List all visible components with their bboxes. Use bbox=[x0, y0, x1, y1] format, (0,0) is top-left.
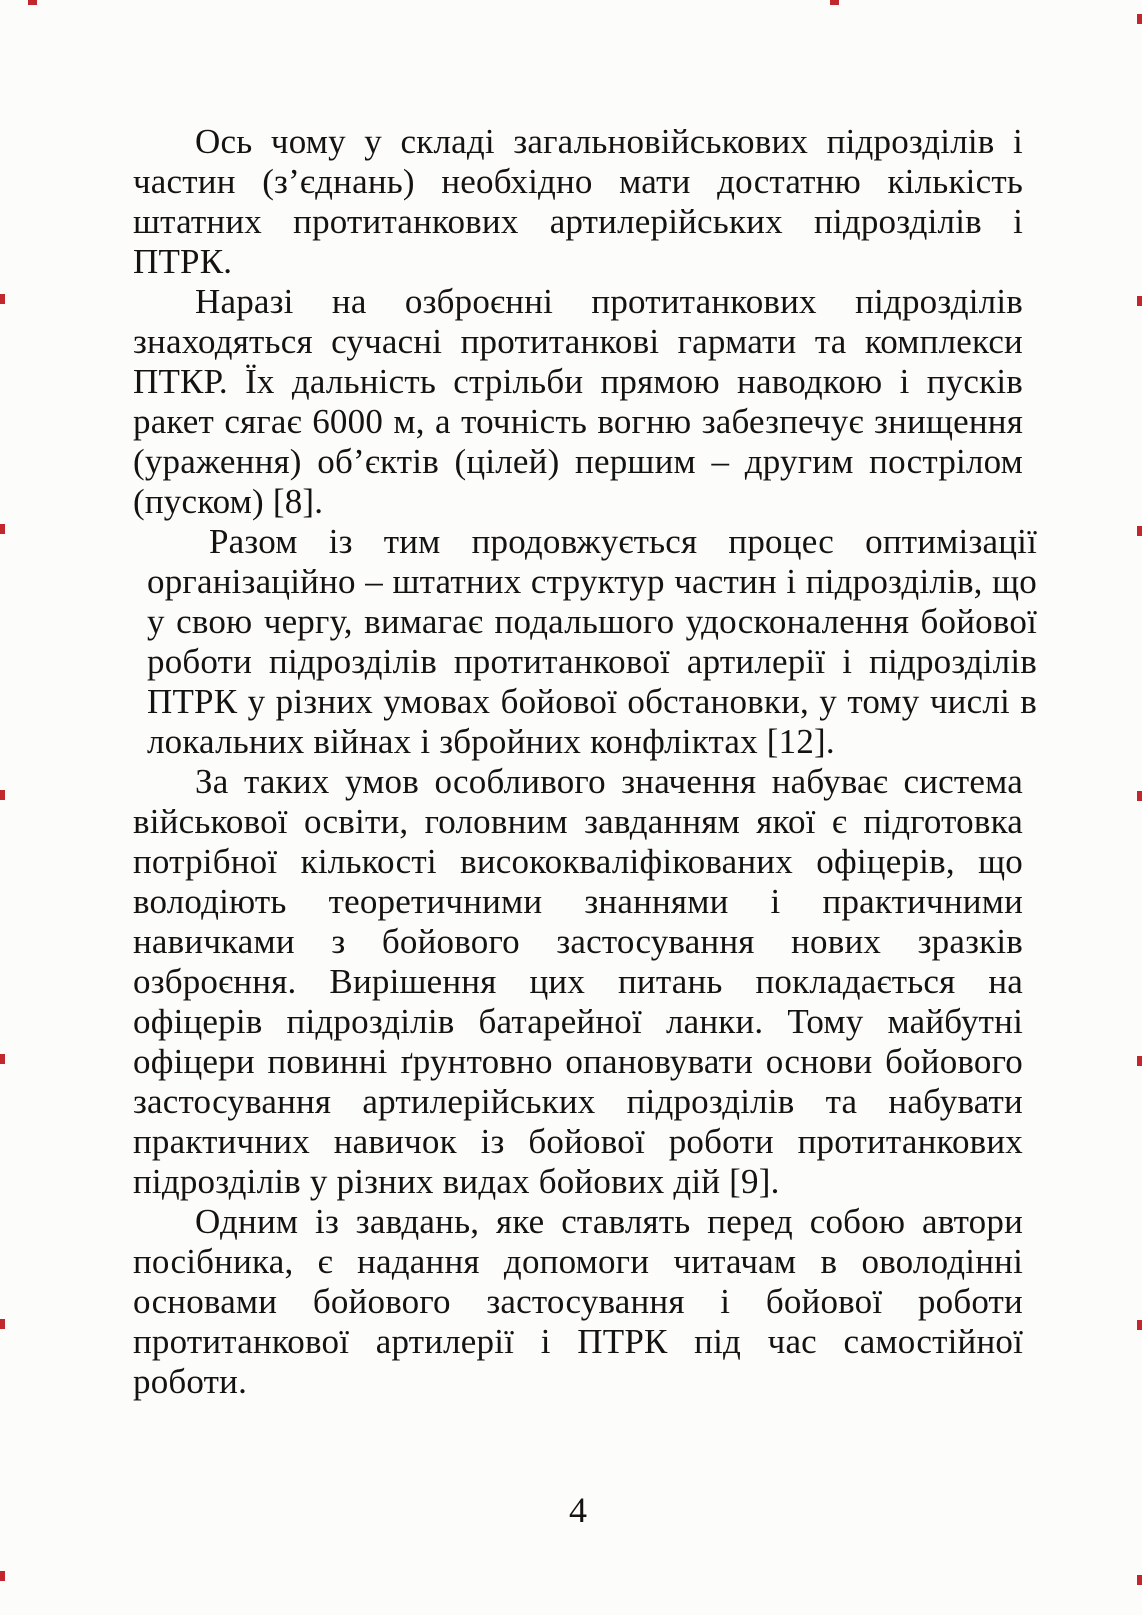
scan-mark bbox=[0, 1319, 5, 1329]
scan-mark bbox=[28, 0, 37, 5]
scan-mark bbox=[1137, 1320, 1142, 1330]
scan-mark bbox=[1137, 1575, 1142, 1585]
paragraph-5: Одним із завдань, яке ставлять перед собою автори посібника, є надання допомоги читачам в оволодінні основами бойового застосування і бойової роботи протитанкової артилерії і ПТРК під час самостійної роботи. bbox=[133, 1202, 1023, 1401]
scan-mark bbox=[1137, 526, 1142, 536]
paragraph-3: Разом із тим продовжується процес оптимізації організаційно – штатних структур частин і підрозділів, що у свою чергу, вимагає подальшого удосконалення бойової роботи підрозділів протитанкової артилерії і підрозділів ПТРК у різних умовах бойової обстановки, у тому числі в локальних війнах і збройних конфліктах [12]. bbox=[147, 522, 1037, 761]
scan-mark bbox=[0, 294, 5, 304]
page-number: 4 bbox=[569, 1490, 587, 1530]
paragraph-1: Ось чому у складі загальновійськових підрозділів і частин (з’єднань) необхідно мати достатню кількість штатних протитанкових артилерійських підрозділів і ПТРК. bbox=[133, 122, 1023, 281]
scan-mark bbox=[830, 0, 839, 5]
scan-mark bbox=[1137, 1056, 1142, 1066]
paragraph-2: Наразі на озброєнні протитанкових підрозділів знаходяться сучасні протитанкові гармати та комплекси ПТКР. Їх дальність стрільби прямою наводкою і пусків ракет сягає 6000 м, а точність вогню забезпечує знищення (ураження) об’єктів (цілей) першим – другим пострілом (пуском) [8]. bbox=[133, 282, 1023, 521]
scan-mark bbox=[1137, 791, 1142, 801]
scan-mark bbox=[0, 1571, 5, 1581]
scan-mark bbox=[0, 790, 5, 800]
paragraph-4: За таких умов особливого значення набуває система військової освіти, головним завданням якої є підготовка потрібної кількості висококваліфікованих офіцерів, що володіють теоретичними знаннями і практичними навичками з бойового застосування нових зразків озброєння. Вирішення цих питань покладається на офіцерів підрозділів батарейної ланки. Тому майбутні офіцери повинні ґрунтовно опановувати основи бойового застосування артилерійських підрозділів та набувати практичних навичок із бойової роботи протитанкових підрозділів у різних видах бойових дій [9]. bbox=[133, 762, 1023, 1201]
scan-mark bbox=[1137, 296, 1142, 306]
scan-mark bbox=[1137, 14, 1142, 24]
scan-mark bbox=[0, 524, 5, 534]
page-text-block bbox=[133, 122, 1037, 1402]
scan-mark bbox=[0, 1054, 5, 1064]
